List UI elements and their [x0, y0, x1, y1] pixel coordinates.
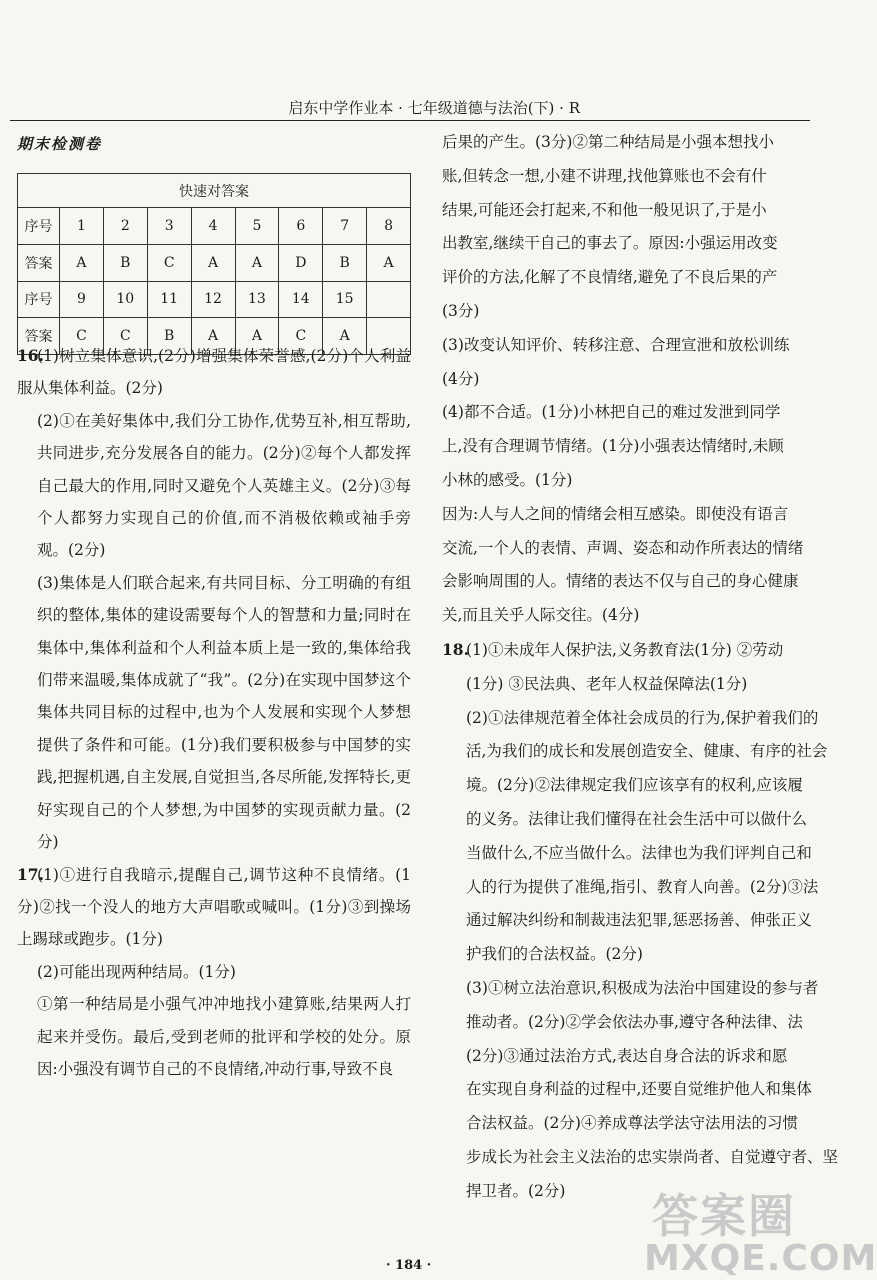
table-cell: C	[147, 244, 191, 281]
table-row	[18, 244, 411, 281]
question-16-part-1: 16.(1)树立集体意识,(2分)增强集体荣誉感,(2分)个人利益服从集体利益。(2分)	[17, 340, 411, 405]
table-cell: A	[367, 244, 411, 281]
table-cell: C	[103, 318, 147, 355]
text-line: 的义务。法律让我们懂得在社会生活中可以做什么	[466, 809, 808, 828]
text-line: 后果的产生。(3分)②第二种结局是小强本想找小	[442, 133, 774, 151]
table-cell: 10	[103, 281, 147, 318]
text-line: 通过解决纠纷和制裁违法犯罪,惩恶扬善、伸张正义	[466, 911, 812, 930]
table-cell: A	[235, 318, 279, 355]
question-17-part-1: 17.(1)①进行自我暗示,提醒自己,调节这种不良情绪。(1分)②找一个没人的地方大声唱歌或喊叫。(1分)③到操场上踢球或跑步。(1分)	[17, 859, 411, 956]
table-cell: 9	[60, 281, 104, 318]
page-number: · 184 ·	[386, 1258, 432, 1273]
text-line: 出教室,继续干自己的事去了。原因:小强运用改变	[442, 234, 778, 253]
table-cell: 12	[191, 281, 235, 318]
question-18	[442, 633, 839, 1209]
table-cell: 2	[103, 208, 147, 245]
answer-table-caption: 快速对答案	[18, 174, 411, 208]
question-16-part-3: (3)集体是人们联合起来,有共同目标、分工明确的有组织的整体,集体的建设需要每个人的智慧和力量;同时在集体中,集体利益和个人利益本质上是一致的,集体给我们带来温暖,集体成就了“我”。(2分)在实现中国梦这个集体共同目标的过程中,也为个人发展和实现个人梦想提供了条件和可能。(1分)我们要积极参与中国梦的实践,把握机遇,自主发展,自觉担当,各尽所能,发挥特长,更好实现自己的个人梦想,为中国梦的实现贡献力量。(2分)	[37, 573, 411, 852]
text-line: 合法权益。(2分)④养成尊法学法守法用法的习惯	[466, 1114, 798, 1133]
table-row	[18, 208, 411, 245]
text-line: 人的行为提供了准绳,指引、教育人向善。(2分)③法	[466, 877, 819, 896]
table-cell: 8	[367, 208, 411, 245]
table-cell: A	[191, 244, 235, 281]
text-line: (4)都不合适。(1分)小林把自己的难过发泄到同学	[442, 403, 781, 422]
text-line: 上,没有合理调节情绪。(1分)小强表达情绪时,未顾	[442, 437, 784, 456]
row-label: 答案	[18, 244, 60, 281]
question-17-part-2: (2)可能出现两种结局。(1分)	[37, 962, 236, 981]
text-line: 推动者。(2分)②学会依法办事,遵守各种法律、法	[466, 1012, 803, 1031]
question-number: 18.	[442, 639, 469, 659]
text-line: (3分)	[442, 301, 480, 320]
question-number: 16.	[17, 346, 44, 365]
text-line: (2分)③通过法治方式,表达自身合法的诉求和愿	[466, 1046, 788, 1065]
table-cell: B	[323, 244, 367, 281]
table-cell: A	[191, 318, 235, 355]
text-line: (3)改变认知评价、转移注意、合理宣泄和放松训练	[442, 335, 790, 354]
text-line: 关,而且关乎人际交往。(4分)	[442, 606, 640, 625]
table-row	[18, 281, 411, 318]
table-cell: 1	[60, 208, 104, 245]
text-line: 小林的感受。(1分)	[442, 470, 573, 489]
text-line: 护我们的合法权益。(2分)	[466, 945, 643, 964]
table-cell: 5	[235, 208, 279, 245]
text-line: 在实现自身利益的过程中,还要自觉维护他人和集体	[466, 1080, 812, 1099]
question-number: 17.	[17, 864, 44, 884]
table-cell: 15	[323, 281, 367, 318]
table-cell: C	[279, 318, 323, 355]
text-line: 结果,可能还会打起来,不和他一般见识了,于是小	[442, 200, 767, 219]
text-line: (4分)	[442, 369, 480, 388]
right-column	[442, 126, 839, 1209]
text-line: 活,为我们的成长和发展创造安全、健康、有序的社会	[466, 742, 828, 761]
question-16-part-2: (2)①在美好集体中,我们分工协作,优势互补,相互帮助,共同进步,充分发展各自的能力。(2分)②每个人都发挥自己最大的作用,同时又避免个人英雄主义。(2分)③每个人都努力实现自己的价值,而不消极依赖或袖手旁观。(2分)	[37, 411, 411, 560]
left-column	[17, 340, 411, 1085]
text-line: (1分) ③民法典、老年人权益保障法(1分)	[466, 674, 748, 693]
text-line: 交流,一个人的表情、声调、姿态和动作所表达的情绪	[442, 538, 804, 557]
text-line: 步成长为社会主义法治的忠实崇尚者、自觉遵守者、坚	[466, 1147, 839, 1166]
table-cell: 3	[147, 208, 191, 245]
text-line: 评价的方法,化解了不良情绪,避免了不良后果的产	[442, 268, 778, 287]
watermark-site: MXQE.COM	[644, 1238, 877, 1279]
table-cell: A	[323, 318, 367, 355]
text-line: 账,但转念一想,小建不讲理,找他算账也不会有什	[442, 166, 767, 185]
table-cell: B	[147, 318, 191, 355]
text-line: (3)①树立法治意识,积极成为法治中国建设的参与者	[466, 978, 819, 997]
text-line: 18.(1)①未成年人保护法,义务教育法(1分) ②劳动	[442, 633, 810, 668]
table-cell: 13	[235, 281, 279, 318]
text-line: 因为:人与人之间的情绪会相互感染。即使没有语言	[442, 504, 789, 523]
table-cell	[367, 281, 411, 318]
text-line: 捍卫者。(2分)	[466, 1181, 566, 1200]
watermark	[640, 1176, 877, 1280]
table-cell: 6	[279, 208, 323, 245]
row-label: 答案	[18, 318, 60, 355]
table-cell: 14	[279, 281, 323, 318]
text-line: 境。(2分)②法律规定我们应该享有的权利,应该履	[466, 776, 803, 795]
row-label: 序号	[18, 208, 60, 245]
row-label: 序号	[18, 281, 60, 318]
table-cell: C	[60, 318, 104, 355]
table-cell: 4	[191, 208, 235, 245]
text-line: 会影响周围的人。情绪的表达不仅与自己的身心健康	[442, 572, 799, 591]
text-line: 当做什么,不应当做什么。法律也为我们评判自己和	[466, 843, 812, 862]
table-cell: B	[103, 244, 147, 281]
text-line: (2)①法律规范着全体社会成员的行为,保护着我们的	[466, 708, 819, 727]
answer-table	[17, 173, 411, 355]
header-title: 启东中学作业本 · 七年级道德与法治(下) · R	[288, 99, 580, 117]
section-title: 期末检测卷	[17, 135, 103, 153]
table-cell: A	[60, 244, 104, 281]
table-cell: 11	[147, 281, 191, 318]
table-cell: 7	[323, 208, 367, 245]
table-cell: A	[235, 244, 279, 281]
page-header	[10, 98, 810, 121]
table-cell: D	[279, 244, 323, 281]
watermark-logo: 答案圈	[652, 1189, 796, 1243]
question-17-part-3: ①第一种结局是小强气冲冲地找小建算账,结果两人打起来并受伤。最后,受到老师的批评和学校的处分。原因:小强没有调节自己的不良情绪,冲动行事,导致不良	[37, 995, 411, 1078]
